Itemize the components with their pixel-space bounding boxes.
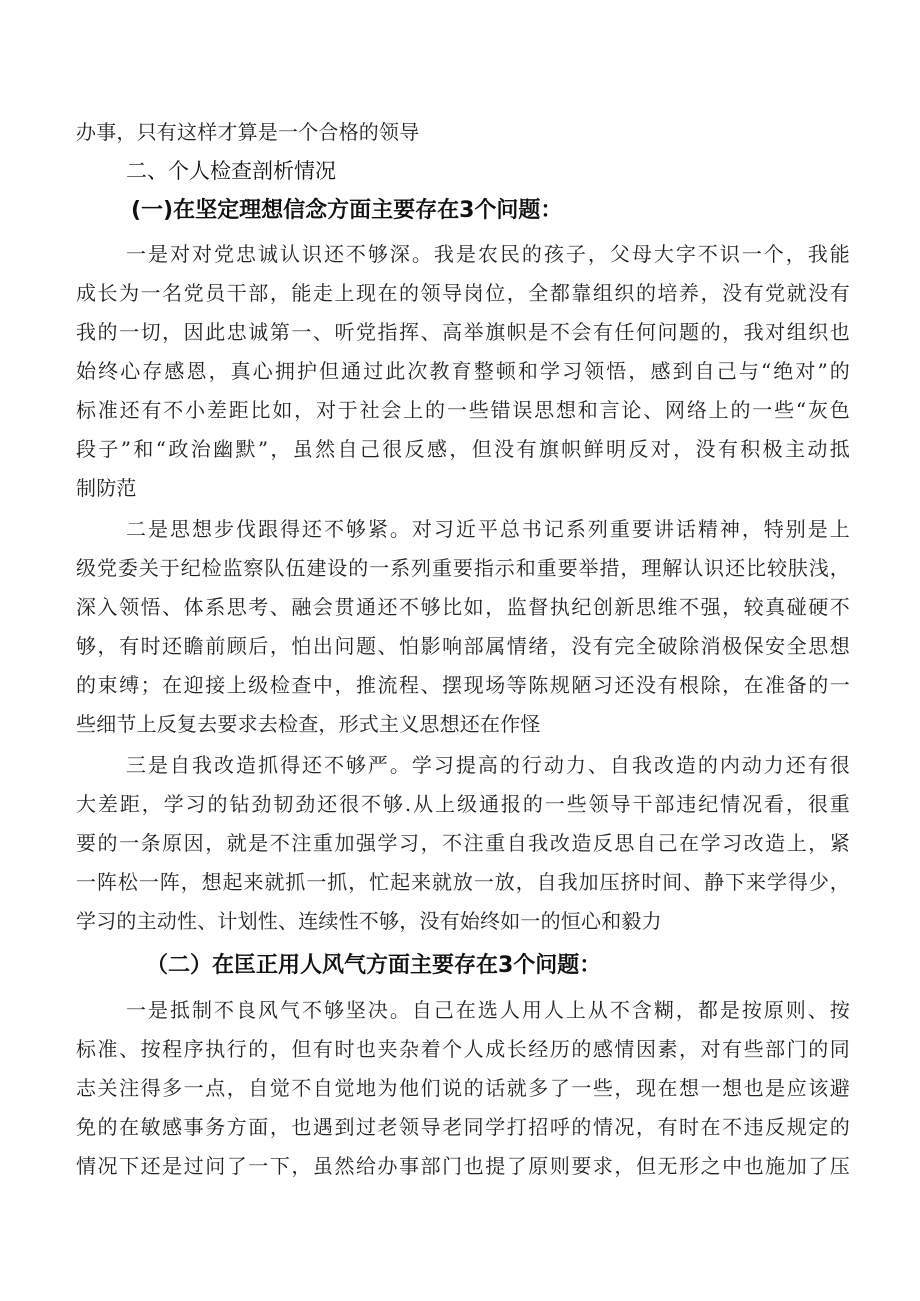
section-heading: 二、个人检查剖析情况 (126, 159, 336, 183)
paragraph-line: 情况下还是过问了一下，虽然给办事部门也提了原则要求，但无形之中也施加了压 (76, 1154, 850, 1178)
paragraph-line: 一是对对党忠诚认识还不够深。我是农民的孩子，父母大字不识一个，我能 (126, 242, 850, 266)
paragraph-line: 一阵松一阵，想起来就抓一抓，忙起来就放一放，自我加压挤时间、静下来学得少， (76, 870, 850, 894)
continued-paragraph-line: 办事，只有这样才算是一个合格的领导 (76, 120, 420, 144)
paragraph-line: 段子”和“政治幽默”，虽然自己很反感，但没有旗帜鲜明反对，没有积极主动抵 (76, 437, 850, 461)
paragraph-line: 我的一切，因此忠诚第一、听党指挥、高举旗帜是不会有任何问题的，我对组织也 (76, 320, 850, 344)
paragraph-line: 的束缚；在迎接上级检查中，推流程、摆现场等陈规陋习还没有根除，在准备的一 (76, 673, 850, 697)
paragraph-line: 免的在敏感事务方面，也遇到过老领导老同学打招呼的情况，有时在不违反规定的 (76, 1115, 850, 1139)
paragraph-line: 三是自我改造抓得还不够严。学习提高的行动力、自我改造的内动力还有很 (126, 753, 850, 777)
paragraph-line: 标准、按程序执行的，但有时也夹杂着个人成长经历的感情因素，对有些部门的同 (76, 1037, 850, 1061)
paragraph-line: 大差距，学习的钻劲韧劲还很不够.从上级通报的一些领导干部违纪情况看，很重 (76, 792, 850, 816)
paragraph-line: 一是抵制不良风气不够坚决。自己在选人用人上从不含糊，都是按原则、按 (126, 998, 850, 1022)
paragraph-line: 始终心存感恩，真心拥护但通过此次教育整顿和学习领悟，感到自己与“绝对”的 (76, 359, 850, 383)
paragraph-line: 志关注得多一点，自觉不自觉地为他们说的话就多了一些，现在想一想也是应该避 (76, 1076, 850, 1100)
paragraph-line: 要的一条原因，就是不注重加强学习，不注重自我改造反思自己在学习改造上，紧 (76, 831, 850, 855)
paragraph-line: 二是思想步伐跟得还不够紧。对习近平总书记系列重要讲话精神，特别是上 (126, 517, 850, 541)
subsection-heading-2: （二）在匡正用人风气方面主要存在3个问题： (146, 953, 602, 978)
paragraph-line: 学习的主动性、计划性、连续性不够，没有始终如一的恒心和毅力 (76, 909, 662, 933)
paragraph-line: 级党委关于纪检监察队伍建设的一系列重要指示和重要举措，理解认识还比较肤浅， (76, 556, 850, 580)
paragraph-line: 些细节上反复去要求去检查，形式主义思想还在作怪 (76, 712, 541, 736)
subsection-heading-1: (一)在坚定理想信念方面主要存在3个问题： (131, 198, 563, 223)
paragraph-line: 深入领悟、体系思考、融会贯通还不够比如，监督执纪创新思维不强，较真碰硬不 (76, 595, 850, 619)
paragraph-line: 标准还有不小差距比如，对于社会上的一些错误思想和言论、网络上的一些“灰色 (76, 398, 850, 422)
paragraph-line: 成长为一名党员干部，能走上现在的领导岗位，全都靠组织的培养，没有党就没有 (76, 281, 850, 305)
paragraph-line: 制防范 (76, 476, 137, 500)
paragraph-line: 够，有时还瞻前顾后，怕出问题、怕影响部属情绪，没有完全破除消极保安全思想 (76, 634, 850, 658)
